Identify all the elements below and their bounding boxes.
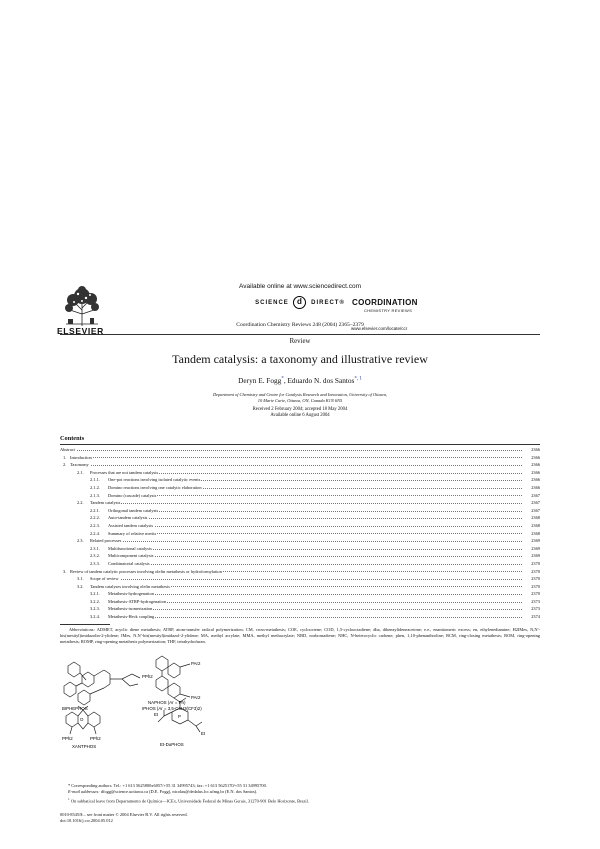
author-name: Eduardo N. dos Santos	[287, 376, 355, 385]
toc-entry-page: 2373	[531, 606, 540, 612]
biphephos-label: BIPHEPHOS	[62, 706, 88, 711]
toc-leader-dots	[90, 541, 522, 542]
toc-entry-number: 3.	[63, 568, 67, 574]
toc-entry[interactable]	[60, 446, 540, 454]
toc-entry-label: Related processes	[90, 538, 122, 544]
author-separator: ,	[283, 376, 288, 385]
toc-entry-number: 2.	[63, 462, 67, 468]
toc-entry-page: 2369	[531, 538, 540, 544]
toc-entry-number: 3.2.	[77, 583, 84, 589]
toc-entry[interactable]	[60, 537, 540, 545]
toc-leader-dots	[108, 617, 522, 618]
toc-entry-page: 2366	[531, 477, 540, 483]
toc-entry-label: Domino (cascade) catalysis	[108, 492, 157, 498]
toc-entry[interactable]	[60, 522, 540, 530]
toc-leader-dots	[70, 457, 522, 458]
affiliation-line: Department of Chemistry and Centre for Catalysis Research and Innovation, University of Ottawa,	[212, 392, 388, 397]
toc-entry-number: 3.1.	[77, 576, 84, 582]
toc-entry[interactable]	[60, 552, 540, 560]
toc-leader-dots	[108, 609, 522, 610]
sciencedirect-logo	[0, 296, 600, 309]
toc-entry-label: Orthogonal tandem catalysis	[108, 507, 159, 513]
header-divider	[60, 334, 540, 335]
toc-entry-number: 3.2.2.	[90, 598, 100, 604]
article-title: Tandem catalysis: a taxonomy and illustrative review	[172, 352, 428, 366]
toc-entry-label: Introduction	[70, 454, 92, 460]
toc-entry-label: Metathesis-isomerization	[108, 606, 153, 612]
toc-entry-page: 2370	[531, 583, 540, 589]
toc-entry-number: 2.3.	[77, 538, 84, 544]
toc-entry-label: Taxonomy	[70, 462, 89, 468]
toc-entry-label: Auto-tandem catalysis	[108, 515, 148, 521]
author-mark[interactable]: *, 1	[354, 376, 362, 382]
corresponding-author-note: * Corresponding authors. Tel.: +1 613 5625800x6057/+55 31 34995743; fax: +1 613 5625170/+55 31 34995700.	[68, 783, 267, 788]
toc-leader-dots	[108, 602, 522, 603]
toc-leader-dots	[108, 556, 522, 557]
toc-leader-dots	[108, 564, 522, 565]
toc-entry-label: Metathesis-Heck coupling	[108, 614, 155, 620]
received-dates: Received 2 February 2004; accepted 18 May 2004	[252, 407, 348, 412]
contents-divider	[60, 444, 540, 445]
email-addresses[interactable]: dfogg@science.uottawa.ca (D.E. Fogg), nicolau@dedalus.lcc.ufmg.br (E.N. dos Santos).	[100, 789, 258, 795]
toc-entry-number: 2.2.2.	[90, 515, 100, 521]
toc-entry-page: 2368	[531, 515, 540, 521]
toc-entry-page: 2367	[531, 507, 540, 513]
toc-entry[interactable]	[60, 613, 540, 621]
toc-entry-label: One-pot reactions involving isolated catalytic events	[108, 477, 201, 483]
toc-entry[interactable]	[60, 514, 540, 522]
par2-label: PAr2	[191, 661, 201, 666]
et-label: Et	[154, 712, 159, 717]
toc-entry-number: 2.2.3.	[90, 522, 100, 528]
email-label: E-mail addresses:	[68, 789, 100, 795]
abbreviations-text: ADMET, acyclic diene metathesis; ATRP, atom-transfer radical polymerization; CM, cross-metathesis; COE, cyclooctene; COD, 1,5-cyclooctadiene; dba, dibenzylideneacetone; e.e., enantiomeric excess; en, ethylenediamine; H2IMes, N,N′-bis(mesityl)imidazolin-2-ylidene; IMes, N,N′-bis(mesityl)imidazol-2-ylidene; MA, methyl acrylate; MMA, methyl methacrylate; NBD, norbornadiene; NHC, N-heterocyclic carbene; phen, 1,10-phenanthroline; RCM, ring-closing metathesis; ROM, ring-opening metathesis; ROMP, ring-opening metathesis polymerization; THF, tetrahydrofuran.	[60, 627, 541, 645]
toc-entry-label: Review of tandem catalytic processes involving olefin metathesis or hydroformylation	[70, 568, 222, 574]
toc-entry-page: 2366	[531, 462, 540, 468]
toc-entry-label: Tandem catalysis	[90, 500, 121, 506]
toc-entry[interactable]	[60, 492, 540, 500]
toc-entry[interactable]	[60, 605, 540, 613]
ligand-structures-figure	[60, 652, 240, 750]
toc-leader-dots	[90, 503, 522, 504]
toc-entry-number: 2.2.	[77, 500, 84, 506]
toc-entry-page: 2366	[531, 469, 540, 475]
toc-entry[interactable]	[60, 575, 540, 583]
toc-entry-page: 2367	[531, 492, 540, 498]
toc-entry-number: 2.1.3.	[90, 492, 100, 498]
toc-entry-label: Combinatorial catalysis	[108, 560, 150, 566]
naphos-label: NAPHOS (Ar = Ph)	[148, 700, 186, 705]
journal-subtitle: CHEMISTRY REVIEWS	[364, 308, 413, 313]
toc-entry[interactable]	[60, 560, 540, 568]
journal-url: www.elsevier.com/locate/ccr	[351, 326, 408, 331]
toc-entry-number: 2.2.1.	[90, 507, 100, 513]
toc-entry[interactable]	[60, 530, 540, 538]
toc-entry[interactable]	[60, 484, 540, 492]
toc-entry-page: 2366	[531, 484, 540, 490]
toc-entry[interactable]	[60, 590, 540, 598]
toc-entry[interactable]	[60, 568, 540, 576]
toc-entry[interactable]	[60, 454, 540, 462]
available-date: Available online 6 August 2004	[270, 413, 330, 418]
toc-entry[interactable]	[60, 499, 540, 507]
duphos-label: Et-DuPHOS	[160, 742, 184, 747]
footnote-mark: 1	[68, 796, 70, 801]
toc-entry-page: 2370	[531, 560, 540, 566]
toc-leader-dots	[70, 465, 522, 466]
toc-entry-label: Multifunctional catalysis	[108, 545, 152, 551]
available-online-text: Available online at www.sciencedirect.com	[239, 283, 361, 290]
author-name: Deryn E. Fogg	[238, 376, 282, 385]
toc-entry-number: 2.1.1.	[90, 477, 100, 483]
toc-entry-label: Metathesis-hydrogenation	[108, 591, 154, 597]
biphephos-structure	[64, 662, 140, 705]
toc-entry-page: 2369	[531, 553, 540, 559]
toc-entry-label: Multicomponent catalysis	[108, 553, 154, 559]
toc-entry-page: 2373	[531, 598, 540, 604]
toc-entry-page: 2374	[531, 614, 540, 620]
author-mark[interactable]: *	[281, 376, 284, 382]
toc-entry[interactable]	[60, 583, 540, 591]
sabbatical-note	[60, 796, 540, 805]
xantphos-label: XANTPHOS	[72, 744, 97, 749]
toc-entry-page: 2370	[531, 591, 540, 597]
toc-entry-label: Assisted tandem catalysis	[108, 522, 154, 528]
toc-entry-page: 2366	[531, 454, 540, 460]
pph2-label: PPh2	[62, 736, 73, 741]
contents-heading: Contents	[60, 435, 85, 442]
journal-citation: Coordination Chemistry Reviews 248 (2004) 2365–2379	[236, 322, 364, 328]
et-label: Et	[201, 731, 206, 736]
toc-entry-number: 2.2.4.	[90, 530, 100, 536]
toc-entry-page: 2366	[531, 447, 540, 452]
sabbatical-text: On sabbatical leave from Departamento de Química—ICEx, Universidade Federal de Minas Gerais, 31270-901 Belo Horizonte, Brazil.	[70, 798, 309, 804]
toc-leader-dots	[108, 533, 522, 534]
toc-entry-label: Processes that are not tandem catalysis	[90, 469, 159, 475]
doi-link[interactable]: doi:10.1016/j.ccr.2004.05.012	[60, 818, 113, 823]
affiliation-line: 10 Marie Curie, Ottawa, ON, Canada K1N 6N5	[257, 398, 343, 403]
toc-entry-page: 2368	[531, 530, 540, 536]
toc-entry[interactable]	[60, 598, 540, 606]
toc-entry-page: 2370	[531, 568, 540, 574]
abbreviations-rule	[60, 624, 110, 625]
toc-entry-label: Metathesis-ATRP-hydrogenation	[108, 598, 167, 604]
copyright-line: 0010-8545/$ – see front matter © 2004 Elsevier B.V. All rights reserved.	[60, 812, 188, 817]
table-of-contents	[60, 446, 540, 621]
toc-entry[interactable]	[60, 545, 540, 553]
toc-leader-dots	[108, 495, 522, 496]
toc-entry-number: 3.2.3.	[90, 606, 100, 612]
toc-entry-number: 3.2.1.	[90, 591, 100, 597]
toc-entry[interactable]	[60, 476, 540, 484]
toc-entry-number: 2.1.	[77, 469, 84, 475]
toc-entry-label: Summary of relative merits	[108, 530, 157, 536]
toc-entry-number: 2.1.2.	[90, 484, 100, 490]
toc-entry-page: 2367	[531, 500, 540, 506]
abbreviations-label: Abbreviations:	[69, 627, 95, 632]
sd-left-text: SCIENCE	[255, 300, 289, 307]
toc-entry-label: Abstract	[60, 447, 75, 452]
sd-at-icon: d	[293, 296, 306, 309]
toc-entry-label: Tandem catalyses involving olefin metathesis	[90, 583, 170, 589]
toc-entry[interactable]	[60, 507, 540, 515]
journal-name: COORDINATION	[352, 298, 418, 307]
toc-entry-page: 2368	[531, 522, 540, 528]
sd-right-text: DIRECT®	[311, 300, 345, 307]
author-list	[0, 376, 600, 385]
pph2-label: PPh2	[142, 674, 153, 679]
toc-leader-dots	[108, 518, 522, 519]
toc-leader-dots	[60, 450, 522, 451]
toc-entry-number: 2.3.3.	[90, 560, 100, 566]
publisher-name: ELSEVIER	[57, 326, 104, 336]
toc-leader-dots	[108, 594, 522, 595]
toc-entry[interactable]	[60, 461, 540, 469]
p-atom-label: P	[178, 714, 181, 719]
o-atom-label: O	[80, 717, 84, 722]
toc-entry-number: 1.	[63, 454, 67, 460]
naphos-structure	[156, 656, 190, 698]
toc-leader-dots	[108, 526, 522, 527]
iphos-label: IPHOS (Ar = 3,5-C6H3(CF3)2)	[142, 706, 202, 711]
pph2-label: PPh2	[90, 736, 101, 741]
toc-entry-label: Scope of review	[90, 576, 119, 582]
abbreviations-paragraph	[60, 627, 540, 646]
toc-leader-dots	[108, 511, 522, 512]
toc-entry-label: Domino reactions involving one catalytic elaboration	[108, 484, 202, 490]
article-type: Review	[289, 338, 311, 345]
toc-entry-page: 2369	[531, 545, 540, 551]
toc-leader-dots	[90, 579, 522, 580]
toc-leader-dots	[108, 549, 522, 550]
toc-entry-number: 2.3.1.	[90, 545, 100, 551]
toc-entry[interactable]	[60, 469, 540, 477]
toc-entry-page: 2370	[531, 576, 540, 582]
toc-entry-number: 3.2.4.	[90, 614, 100, 620]
toc-entry-number: 2.3.2.	[90, 553, 100, 559]
footnotes	[60, 783, 540, 805]
par2-label: PAr2	[191, 695, 201, 700]
